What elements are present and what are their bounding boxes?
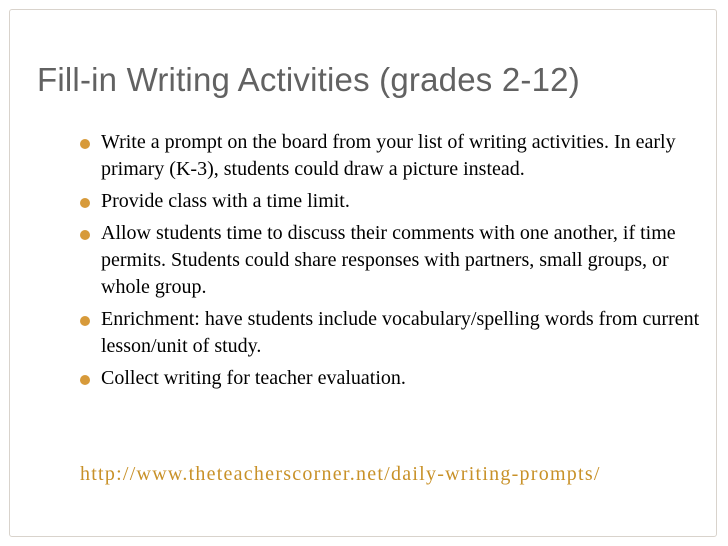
bullet-text: Allow students time to discuss their comments with one another, if time permits. Students could share responses with partners, small groups, or whole group. — [101, 222, 676, 298]
bullet-text: Provide class with a time limit. — [101, 190, 350, 212]
bullet-item — [65, 188, 705, 215]
slide-title: Fill-in Writing Activities (grades 2-12) — [37, 61, 580, 98]
bullet-dot-icon — [80, 139, 90, 149]
bullet-dot-icon — [80, 375, 90, 385]
bullet-text: Collect writing for teacher evaluation. — [101, 367, 406, 389]
bullet-list — [65, 129, 705, 397]
slide — [9, 9, 717, 537]
bullet-text: Write a prompt on the board from your list of writing activities. In early primary (K-3), students could draw a picture instead. — [101, 131, 676, 180]
bullet-text: Enrichment: have students include vocabulary/spelling words from current lesson/unit of study. — [101, 308, 700, 357]
bullet-dot-icon — [80, 198, 90, 208]
bullet-item — [65, 365, 705, 392]
bullet-item — [65, 220, 705, 301]
bullet-dot-icon — [80, 230, 90, 240]
bullet-item — [65, 306, 705, 360]
source-link[interactable]: http://www.theteacherscorner.net/daily-writing-prompts/ — [80, 463, 601, 485]
bullet-item — [65, 129, 705, 183]
bullet-dot-icon — [80, 316, 90, 326]
